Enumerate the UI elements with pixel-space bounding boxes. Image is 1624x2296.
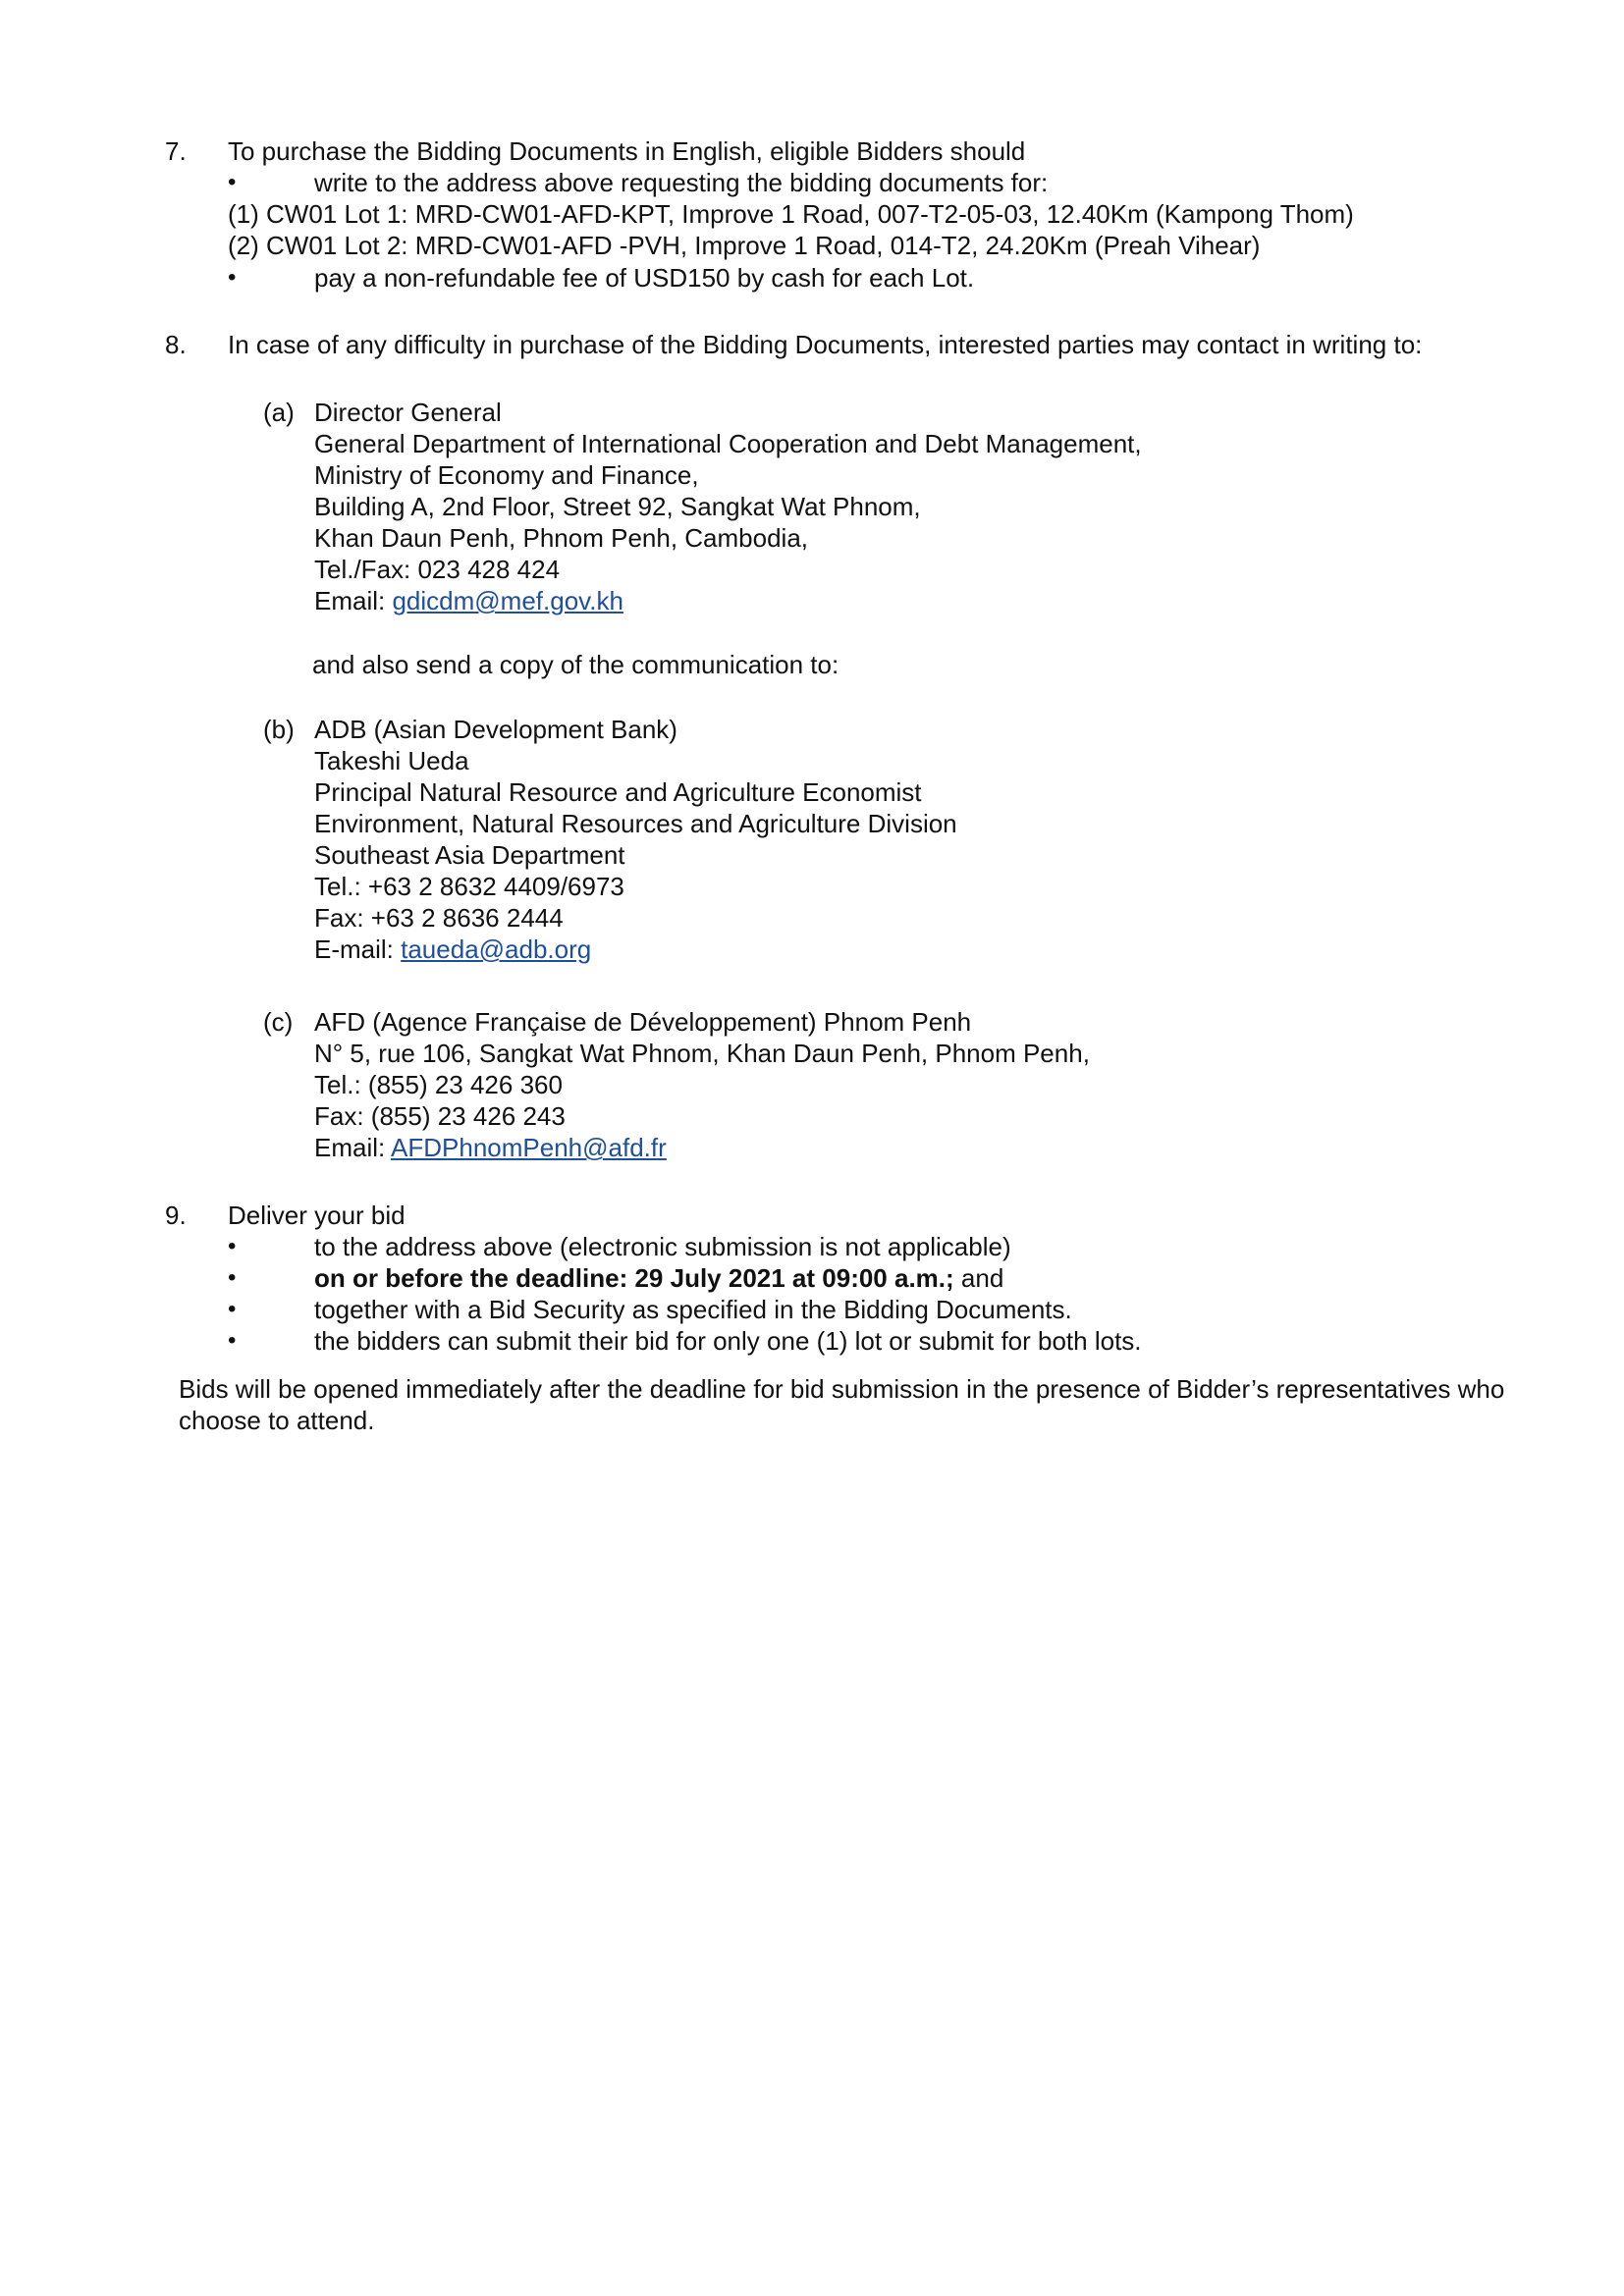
item-8-number: 8. — [165, 330, 187, 359]
contact-a-block — [314, 397, 1142, 616]
contact-c-line: Fax: (855) 23 426 243 — [314, 1101, 566, 1131]
bullet-icon: • — [228, 1327, 237, 1354]
deadline-text: on or before the deadline: 29 July 2021 at 09:00 a.m.; — [314, 1263, 954, 1293]
contact-a-line: Ministry of Economy and Finance, — [314, 460, 699, 490]
contact-b-line: Tel.: +63 2 8632 4409/6973 — [314, 872, 624, 901]
contact-a-line: Director General — [314, 398, 502, 427]
copy-note: and also send a copy of the communication to: — [312, 650, 839, 679]
item-9-bullet-3: together with a Bid Security as specified in the Bidding Documents. — [314, 1295, 1072, 1324]
contact-c-line: N° 5, rue 106, Sangkat Wat Phnom, Khan Daun Penh, Phnom Penh, — [314, 1039, 1090, 1068]
contact-a-email-row — [314, 585, 1142, 616]
contact-c-email-row — [314, 1132, 1090, 1163]
contact-c-block — [314, 1006, 1090, 1163]
bullet-icon: • — [228, 264, 237, 291]
item-7-lot-1: (1) CW01 Lot 1: MRD-CW01-AFD-KPT, Improve 1 Road, 007-T2-05-03, 12.40Km (Kampong Thom) — [228, 199, 1354, 229]
item-9-number: 9. — [165, 1201, 187, 1230]
contact-a-email-link[interactable]: gdicdm@mef.gov.kh — [392, 586, 623, 615]
item-7-intro: To purchase the Bidding Documents in English, eligible Bidders should — [228, 136, 1026, 166]
bullet-icon: • — [228, 1233, 237, 1259]
bullet-icon: • — [228, 1264, 237, 1291]
contact-b-line: ADB (Asian Development Bank) — [314, 715, 677, 744]
contact-b-line: Southeast Asia Department — [314, 840, 625, 870]
contact-b-line: Principal Natural Resource and Agriculture Economist — [314, 777, 922, 807]
item-7-bullet-2: pay a non-refundable fee of USD150 by cash for each Lot. — [314, 263, 975, 293]
contact-b-line: Fax: +63 2 8636 2444 — [314, 903, 564, 933]
bullet-icon: • — [228, 169, 237, 195]
item-8-intro: In case of any difficulty in purchase of the Bidding Documents, interested parties may contact in writing to: — [228, 330, 1423, 359]
item-9-bullet-1: to the address above (electronic submission is not applicable) — [314, 1232, 1011, 1261]
closing-paragraph: Bids will be opened immediately after the deadline for bid submission in the presence of Bidder’s representatives who choose to attend. — [179, 1374, 1505, 1435]
contact-a-line: Khan Daun Penh, Phnom Penh, Cambodia, — [314, 523, 809, 553]
contact-a-line: Building A, 2nd Floor, Street 92, Sangkat Wat Phnom, — [314, 492, 921, 521]
deadline-suffix: and — [953, 1263, 1004, 1293]
contact-a-line: Tel./Fax: 023 428 424 — [314, 555, 561, 584]
contact-c-email-link[interactable]: AFDPhnomPenh@afd.fr — [391, 1133, 667, 1162]
contact-b-email-link[interactable]: taueda@adb.org — [401, 934, 592, 964]
contact-c-email-label: Email: — [314, 1133, 392, 1162]
contact-a-email-label: Email: — [314, 586, 393, 615]
contact-c-line: Tel.: (855) 23 426 360 — [314, 1070, 563, 1099]
contact-b-email-label: E-mail: — [314, 934, 402, 964]
contact-a-line: General Department of International Cooperation and Debt Management, — [314, 429, 1142, 458]
bullet-icon: • — [228, 1296, 237, 1322]
item-7-bullet-1: write to the address above requesting the bidding documents for: — [314, 168, 1049, 197]
contact-c-line: AFD (Agence Française de Développement) Phnom Penh — [314, 1007, 972, 1037]
contact-a-label: (a) — [263, 398, 295, 427]
contact-b-email-row — [314, 934, 957, 965]
contact-b-label: (b) — [263, 715, 295, 744]
item-9-bullet-2 — [314, 1262, 1003, 1294]
contact-b-line: Takeshi Ueda — [314, 746, 469, 775]
contact-c-label: (c) — [263, 1007, 294, 1037]
contact-b-block — [314, 714, 957, 965]
item-7-lot-2: (2) CW01 Lot 2: MRD-CW01-AFD -PVH, Improve 1 Road, 014-T2, 24.20Km (Preah Vihear) — [228, 231, 1261, 260]
item-9-bullet-4: the bidders can submit their bid for only one (1) lot or submit for both lots. — [314, 1326, 1142, 1356]
item-9-intro: Deliver your bid — [228, 1201, 406, 1230]
contact-b-line: Environment, Natural Resources and Agriculture Division — [314, 809, 957, 838]
item-7-number: 7. — [165, 136, 187, 166]
